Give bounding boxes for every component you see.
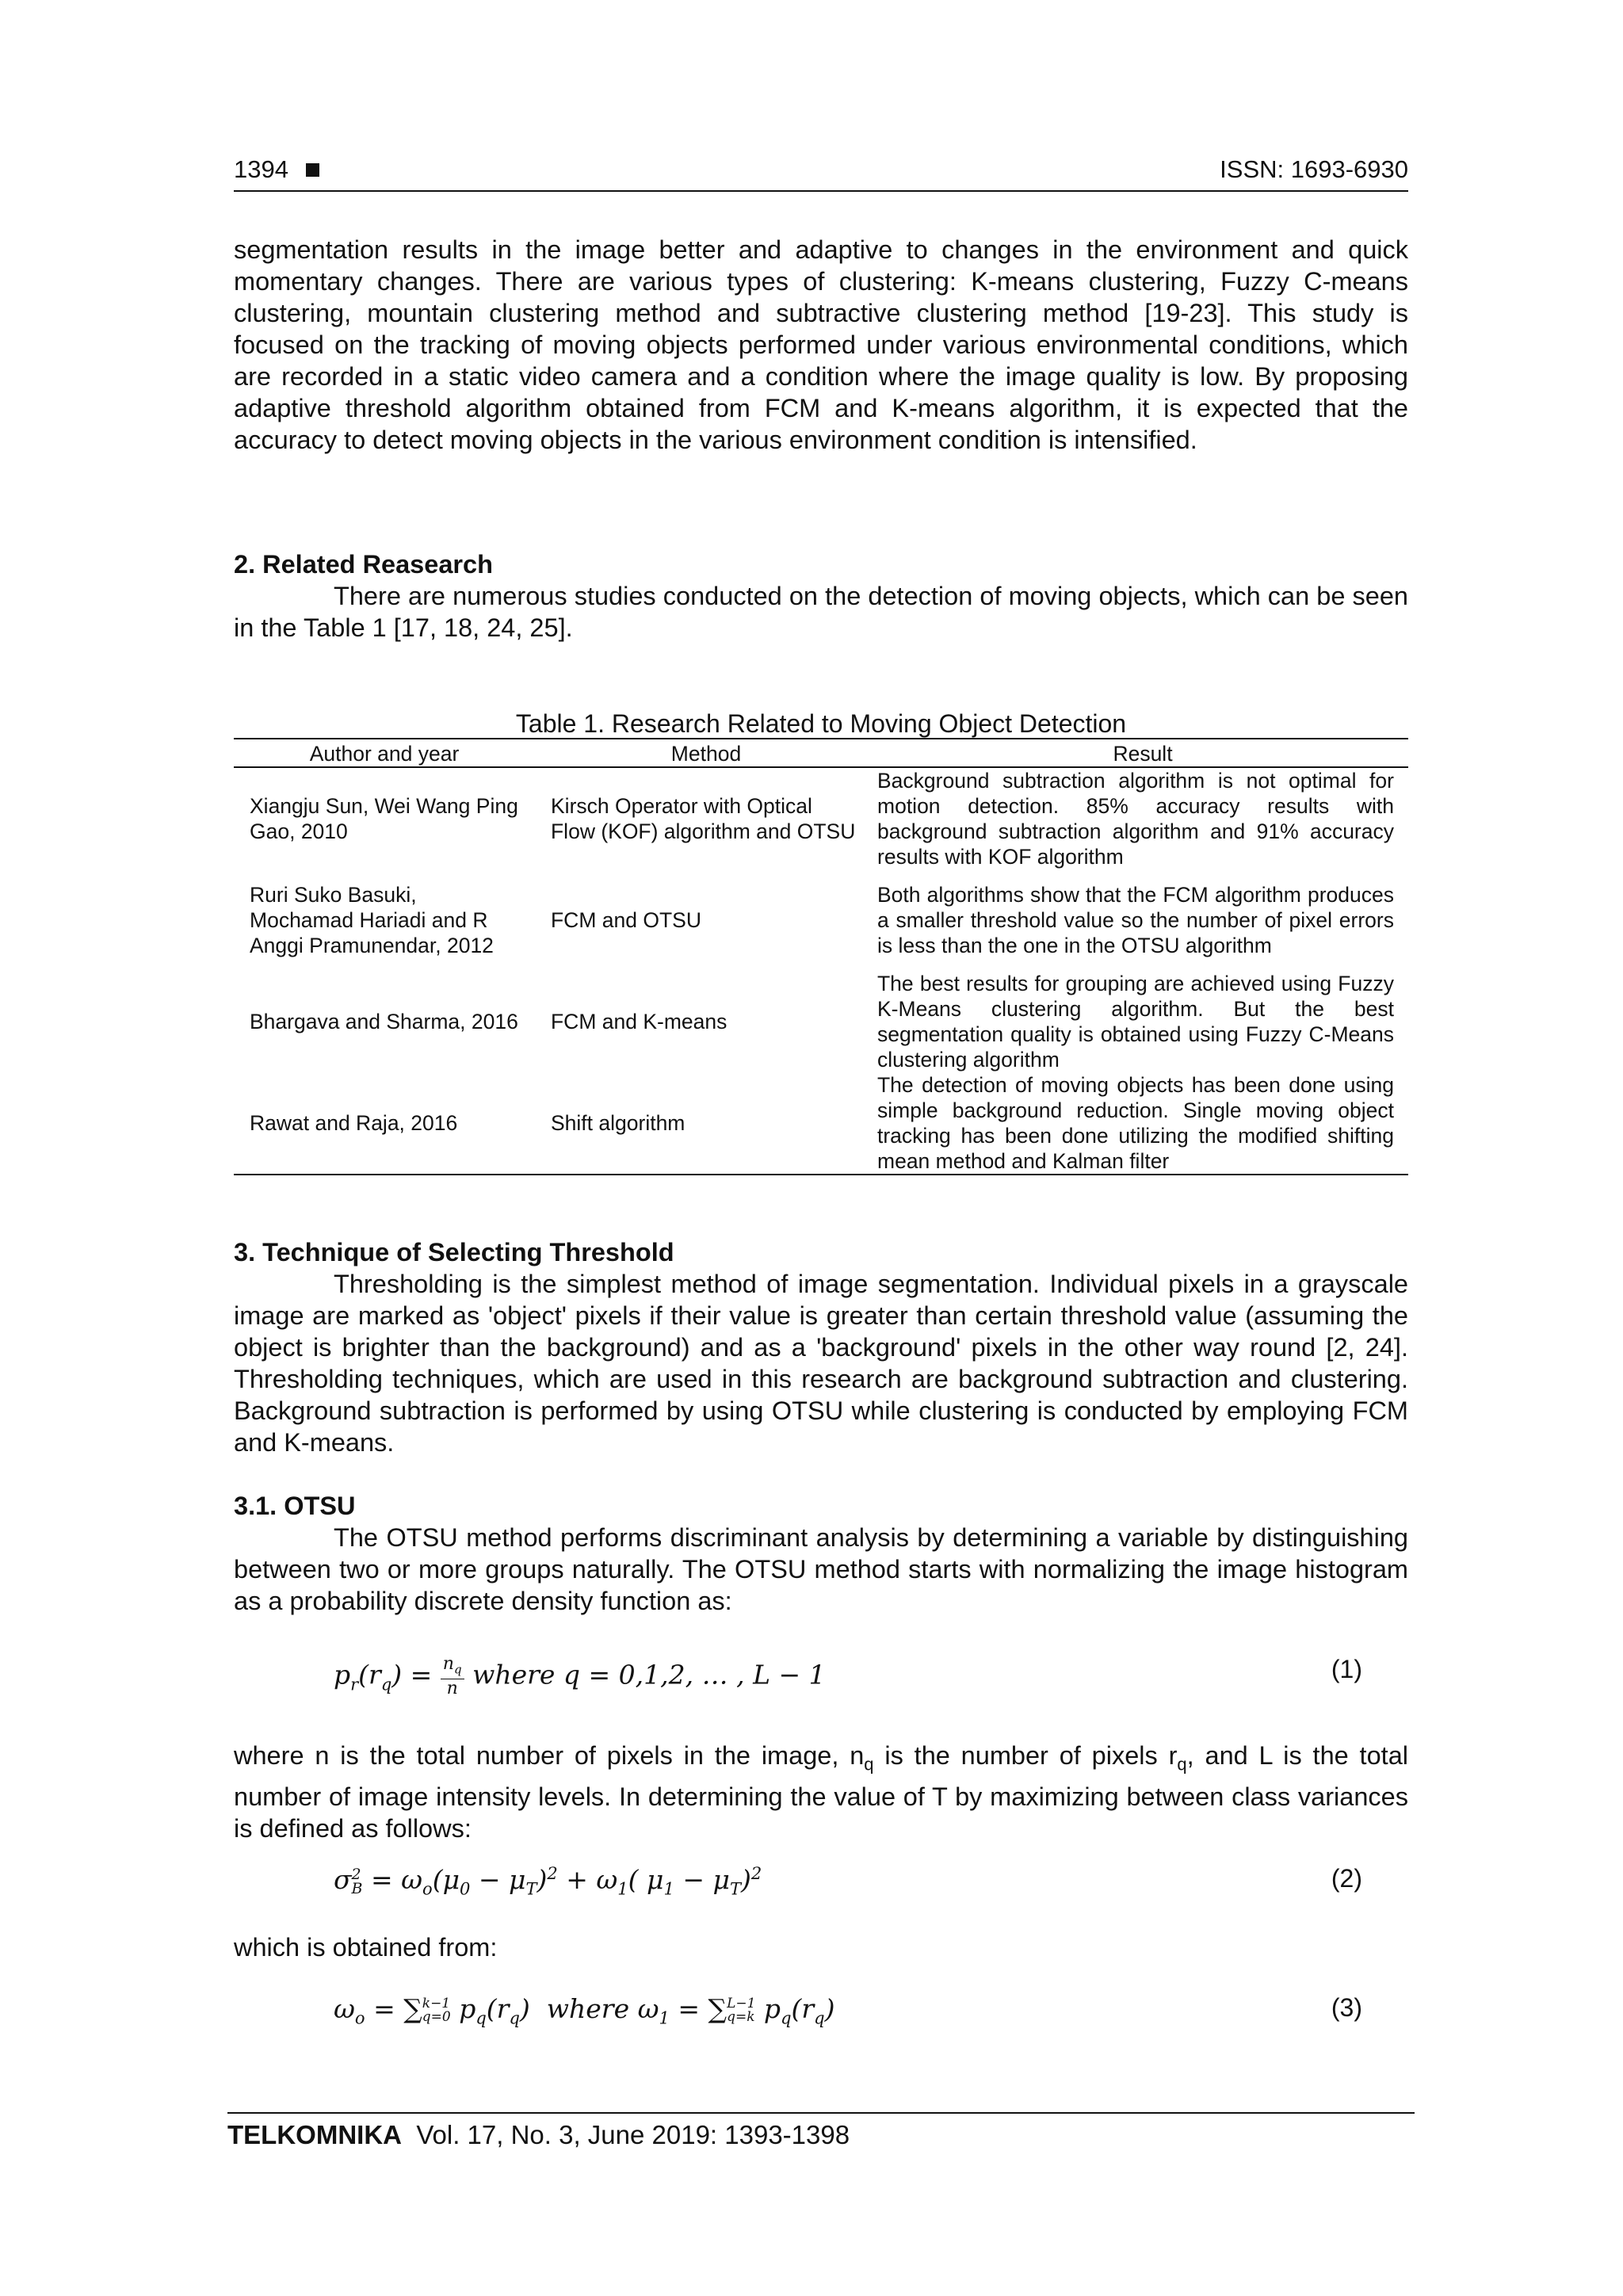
issn: ISSN: 1693-6930 [1220, 155, 1408, 183]
table-row [234, 1072, 1408, 1175]
page-number: 1394 [234, 155, 288, 183]
section-2 [234, 548, 1408, 644]
journal-name: TELKOMNIKA [227, 2120, 402, 2149]
cell-result: The detection of moving objects has been done using simple background reduction. Single moving object tracking has been done utilizing the modified shifting mean method and Kalman filter [877, 1072, 1408, 1175]
cell-author: Xiangju Sun, Wei Wang Ping Gao, 2010 [250, 794, 518, 843]
equation-2-number: (2) [1331, 1864, 1362, 1893]
cell-method: FCM and OTSU [551, 908, 701, 932]
page-footer [227, 2112, 1415, 2150]
section-3-text: Thresholding is the simplest method of image segmentation. Individual pixels in a grayscale image are marked as 'object' pixels if their value is greater than certain threshold value (assuming the object is brighter than the background) and as a 'background' pixels in the other way round [2, 24]. Thresholding techniques, which are used in this research are background subtraction and clustering. Background subtraction is performed by using OTSU while clustering is conducted by employing FCM and K-means. [234, 1270, 1408, 1457]
header-author: Author and year [234, 739, 535, 767]
equation-1-where: where q = 0,1,2, … , L − 1 [472, 1659, 826, 1690]
equation-1-number: (1) [1331, 1655, 1362, 1683]
section-3-1-text: The OTSU method performs discriminant analysis by determining a variable by distinguishing between two or more groups naturally. The OTSU method starts with normalizing the image histogram as a probability discrete density function as: [234, 1523, 1408, 1615]
cell-author: Ruri Suko Basuki, Mochamad Hariadi and R Anggi Pramunendar, 2012 [250, 883, 494, 957]
research-table [234, 738, 1408, 1175]
section-2-text: There are numerous studies conducted on the detection of moving objects, which can be seen in the Table 1 [17, 18, 24, 25]. [234, 582, 1408, 642]
section-2-heading: 2. Related Reasearch [234, 550, 493, 579]
section-3-heading: 3. Technique of Selecting Threshold [234, 1238, 674, 1266]
equation-3-where: where [546, 1993, 630, 2024]
equation-1-expression: $p_r(r_q)$ = $\frac{n_q}{n}$ where q = 0,1,2, … , L − 1 [334, 1654, 826, 1699]
cell-author: Rawat and Raja, 2016 [234, 1072, 535, 1175]
after-eq1 [234, 1740, 1408, 1844]
after-eq1-text: where n is the total number of pixels in the image, $n_q$ is the number of pixels $r_q$, and L is the total number of image intensity levels. In determining the value of T by maximizing between class variances is defined as follows: [234, 1741, 1408, 1843]
table-row [234, 971, 1408, 1072]
cell-result: Both algorithms show that the FCM algorithm produces a smaller threshold value so the number of pixel errors is less than the one in the OTSU algorithm [877, 883, 1394, 957]
equation-2-expression: σ 2 B = $\omega_o(\mu_0 - \mu_T)^2 + \omega_1$( $\mu_1 - \mu_T)^2$ [334, 1864, 762, 1899]
equation-3-number: (3) [1331, 1993, 1362, 2022]
cell-method: FCM and K-means [551, 1010, 727, 1033]
header-result: Result [877, 739, 1408, 767]
section-3-1 [234, 1490, 1408, 1617]
table-row [234, 767, 1408, 869]
after-eq2 [234, 1931, 1408, 1963]
table-1 [234, 709, 1408, 1175]
cell-result: The best results for grouping are achieved using Fuzzy K-Means clustering algorithm. But the best segmentation quality is obtained using Fuzzy C-Means clustering algorithm [877, 972, 1394, 1072]
intro-block [234, 234, 1408, 456]
square-bullet-icon [306, 163, 319, 177]
table-caption: Table 1. Research Related to Moving Object Detection [515, 709, 1127, 738]
journal-details: Vol. 17, No. 3, June 2019: 1393-1398 [416, 2120, 850, 2149]
after-eq2-text: which is obtained from: [234, 1933, 498, 1962]
equation-3-expression: $\omega_o$ = ∑ k−1 q=0 $p_q(r_q)$ where $\omega_1$ = ∑ L−1 q=k $p_q(r_q)$ [334, 1993, 835, 2028]
section-3-1-heading: 3.1. OTSU [234, 1492, 356, 1520]
intro-paragraph: segmentation results in the image better and adaptive to changes in the environment and quick momentary changes. There are various types of clustering: K-means clustering, Fuzzy C-means clustering, mountain clustering method and subtractive clustering method [19-23]. This study is focused on the tracking of moving objects performed under various environmental conditions, which are recorded in a static video camera and a condition where the image quality is low. By proposing adaptive threshold algorithm obtained from FCM and K-means algorithm, it is expected that the accuracy to detect moving objects in the various environment condition is intensified. [234, 235, 1408, 454]
table-row [234, 869, 1408, 971]
cell-author: Bhargava and Sharma, 2016 [250, 1010, 518, 1033]
cell-method: Kirsch Operator with Optical Flow (KOF) algorithm and OTSU [551, 794, 856, 843]
section-3 [234, 1236, 1408, 1458]
header-method: Method [535, 739, 877, 767]
page-header [234, 155, 1408, 192]
cell-result: Background subtraction algorithm is not optimal for motion detection. 85% accuracy results with background subtraction algorithm and 91% accuracy results with KOF algorithm [877, 769, 1394, 869]
cell-method: Shift algorithm [535, 1072, 877, 1175]
